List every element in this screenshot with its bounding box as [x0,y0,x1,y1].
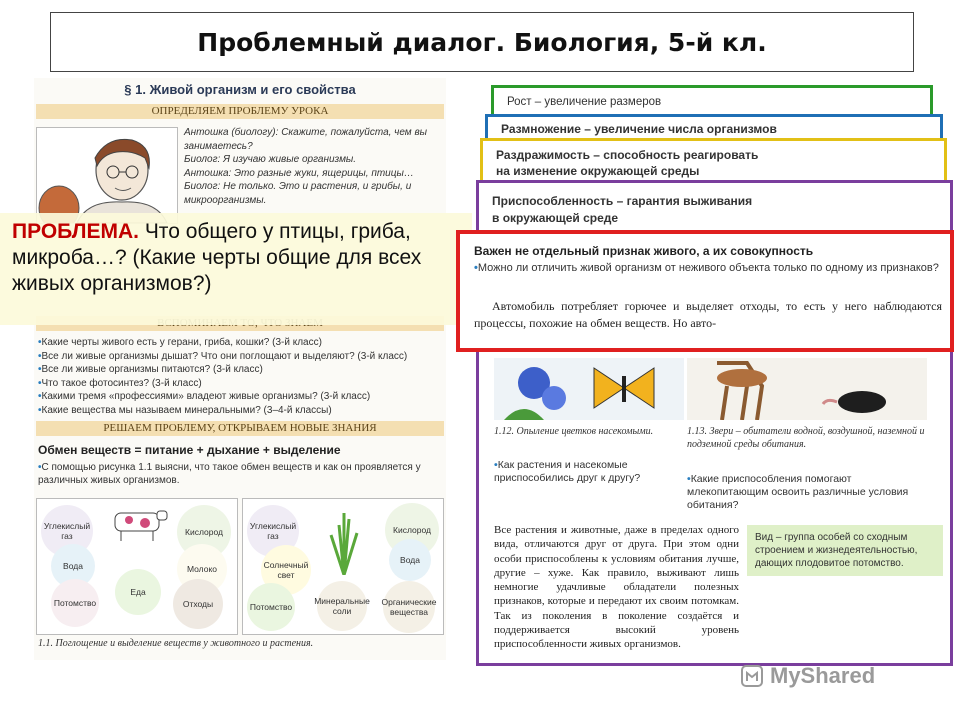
list-item: • Все ли живые организмы питаются? (3-й класс) [38,363,444,377]
problem-label: ПРОБЛЕМА. [12,220,139,243]
sunlight-circle: Солнечный свет [261,545,311,595]
food-circle: Еда [115,569,161,615]
water-circle: Вода [51,544,95,588]
question-1-12: • Как растения и насекомые приспособились друг к другу? [494,459,674,485]
pollination-photo [494,358,684,420]
cow-icon [107,503,169,543]
slide-title-box [50,12,914,72]
list-item: • Все ли живые организмы дышат? Что они поглощают и выделяют? (3-й класс) [38,350,444,364]
metabolism-formula: Обмен веществ = питание + дыхание + выделение [38,443,341,457]
antoshka-illustration [36,127,178,224]
offspring-circle: Потомство [51,579,99,627]
offspring-circle: Потомство [247,583,295,631]
card-irritability-line1: Раздражимость – способность реагировать [496,148,759,162]
diagram-task: • С помощью рисунка 1.1 выясни, что такое обмен веществ и как он проявляется у различных живых организмов. [38,461,444,487]
list-item: • Какими тремя «профессиями» владеют живые организмы? (3-й класс) [38,390,444,404]
figure-1-13-caption: 1.13. Звери – обитатели водной, воздушной, наземной и подземной среды обитания. [687,426,925,450]
milk-circle: Молоко [177,544,227,594]
minerals-circle: Минеральные соли [317,581,367,631]
co2-circle: Углекислый газ [247,505,299,557]
textbook-page [34,78,446,660]
card-reproduction-text: Размножение – увеличение числа организмов [501,122,777,136]
card-irritability-line2: на изменение окружающей среды [496,164,700,178]
plant-metabolism-diagram [242,498,444,635]
problem-text [12,219,464,297]
myshared-logo-icon [740,664,764,688]
animals-photo [687,358,927,420]
problem-question: Что общего у птицы, гриба, микроба…? (Какие черты общие для всех живых организмов?) [12,220,422,295]
recall-questions [38,336,444,417]
slide-title: Проблемный диалог. Биология, 5-й кл. [197,27,767,57]
figure-1-12-caption: 1.12. Опыление цветков насекомыми. [494,426,654,437]
co2-circle: Углекислый газ [41,505,93,557]
animal-metabolism-diagram [36,498,238,635]
list-item: • Какие черты живого есть у герани, гриба, кошки? (3-й класс) [38,336,444,350]
band-define-problem: ОПРЕДЕЛЯЕМ ПРОБЛЕМУ УРОКА [36,104,444,119]
list-item: • Что такое фотосинтез? (3-й класс) [38,377,444,391]
question-1-13: • Какие приспособления помогают млекопитающим освоить различные условия обитания? [687,473,927,512]
card-adaptation-line2: в окружающей среде [492,211,619,225]
card-growth-text: Рост – увеличение размеров [507,96,662,108]
oxygen-circle: Кислород [177,505,231,559]
emphasis-paragraph: Автомобиль потребляет горючее и выделяет отходы, то есть у него наблюдаются процессы, похожие на обмен веществ. Но авто- [474,299,942,330]
paragraph-title: § 1. Живой организм и его свойства [124,82,356,97]
dialog-line: Антошка: Это разные жуки, ящерицы, птицы… [184,167,414,179]
emphasis-question: • Можно ли отличить живой организм от неживого объекта только по одному из признаков? [474,262,940,276]
adaptation-body-text: Все растения и животные, даже в пределах одного вида, отличаются друг от друга. При этом одни особи приспособлены к условиям обитания лучше, другие – хуже. Как правило, выживают лишь немногие удачливые обладатели полезных признаков, которые и передают их своим потомкам. Так из поколения в поколение создаётся и поддерживается высокий уровень приспособленности живых организмов. [494,524,739,651]
emphasis-heading: Важен не отдельный признак живого, а их совокупность [474,244,814,258]
dialog-line: Биолог: Не только. Это и растения, и грибы, и микроорганизмы. [184,181,412,206]
water-circle: Вода [389,539,431,581]
figure-caption: 1.1. Поглощение и выделение веществ у животного и растения. [38,638,314,649]
species-definition-box: Вид – группа особей со сходным строением и жизнедеятельностью, дающих плодовитое потомство. [747,525,943,576]
problem-box [0,213,472,325]
list-item: • Какие вещества мы называем минеральными? (3–4-й классы) [38,404,444,418]
dialog-line: Антошка (биологу): Скажите, пожалуйста, чем вы занимаетесь? [184,127,428,152]
organic-matter-circle: Органические вещества [383,581,435,633]
band-solve: РЕШАЕМ ПРОБЛЕМУ, ОТКРЫВАЕМ НОВЫЕ ЗНАНИЯ [36,421,444,436]
dialog-text [184,126,446,207]
oxygen-circle: Кислород [385,503,439,557]
emphasis-box [456,230,954,352]
card-adaptation-line1: Приспособленность – гарантия выживания [492,194,753,208]
grass-icon [321,505,367,575]
waste-circle: Отходы [173,579,223,629]
dialog-line: Биолог: Я изучаю живые организмы. [184,154,357,165]
watermark: MyShared [770,663,876,688]
